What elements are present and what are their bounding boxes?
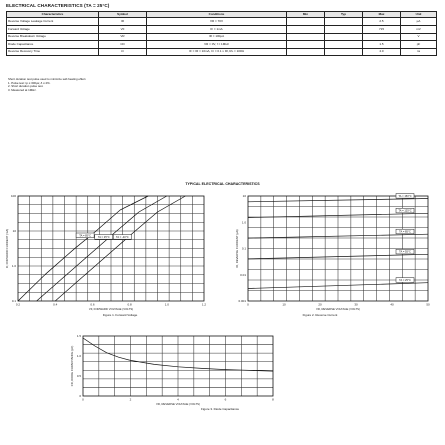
series-label-text: TA = 150°C [398,194,412,198]
note-line: Short duration test pulse used to minimize self-heating effect. [8,77,87,81]
table-cell: µA [401,18,437,26]
x-tick-label: 0.4 [53,302,58,307]
table-cell: pF [401,41,437,49]
y-tick-label: 1.5 [76,334,81,338]
y-tick-label: 0.1 [11,299,16,303]
x-tick-label: 10 [282,302,286,307]
table-cell: Reverse Breakdown Voltage [7,33,99,41]
table-cell: V [401,33,437,41]
column-header: Conditions [147,12,287,18]
note-line: 2. Short duration pulse test. [8,84,44,89]
table-cell: Reverse Recovery Time [7,48,99,56]
table-cell: VR [99,33,147,41]
table-cell: Reverse Voltage Leakage Current [7,18,99,26]
table-cell: IR = 100µA [147,33,287,41]
x-tick-label: 8 [272,397,274,402]
series-label-text: TA = 25°C [97,236,110,240]
series-label [396,278,414,283]
x-tick-label: 20 [318,302,322,307]
x-tick-label: 40 [390,302,394,307]
x-axis-label: VR, REVERSE VOLTAGE (VOLTS) [156,402,200,406]
section-title: ELECTRICAL CHARACTERISTICS (TA = 25°C) [6,3,110,8]
column-header: Typ [325,12,363,18]
figure-2-caption: Figure 2. Reverse Current [302,313,338,317]
table-cell: CD [99,41,147,49]
series-label [95,235,113,240]
chart-grid [83,336,273,396]
y-axis-label: IF, FORWARD CURRENT (mA) [5,228,9,269]
y-tick-label: 1.0 [11,264,16,268]
y-tick-label: 100 [10,194,16,198]
chart-2 [235,194,430,311]
x-axis-label: VR, REVERSE VOLTAGE (VOLTS) [316,307,360,311]
x-tick-label: 1.2 [201,302,207,307]
y-tick-label: 10 [12,229,16,233]
figure-1-caption: Figure 1. Forward Voltage [102,313,138,317]
column-header: Min [287,12,325,18]
table-cell: trr [99,48,147,56]
y-tick-label: 0.001 [238,299,246,303]
column-header: Max [363,12,401,18]
typical-characteristics-title: TYPICAL ELECTRICAL CHARACTERISTICS [185,182,260,186]
y-tick-label: 10 [242,194,246,198]
y-axis-label: IR, REVERSE CURRENT (µA) [235,229,239,268]
y-tick-label: 1.0 [76,354,81,358]
series-label-text: TA = 25°C [399,279,411,283]
series-label-text: TA = -40°C [116,236,129,240]
x-tick-label: 1.0 [164,302,169,307]
figure-3-caption: Figure 3. Diode Capacitance [200,407,240,411]
series-label-text: TA = 85°C [79,234,91,238]
table-cell: IF = 1mA [147,25,287,33]
y-tick-label: 0.01 [240,272,246,277]
chart-3 [70,334,274,406]
x-tick-label: 4 [177,397,179,402]
table-cell: 2.5 [363,18,401,26]
series-label [396,208,414,213]
table-cell: 715 [363,25,401,33]
series-label [396,229,414,234]
y-axis-label: CD, DIODE CAPACITANCE (pF) [70,345,74,387]
table-cell: VR = 70V [147,18,287,26]
chart-grid [18,196,204,301]
series-label [76,233,94,238]
x-tick-label: 6 [224,397,227,402]
note-line: 1. Pulse test: tp ≤ 300µs; δ ≤ 2%. [8,80,51,85]
y-tick-label: 0.5 [76,374,81,378]
column-header: Unit [401,12,437,18]
x-tick-label: 0.8 [127,302,132,307]
x-axis-label: VF, FORWARD VOLTAGE (VOLTS) [88,307,134,311]
table-cell: Forward Voltage [7,25,99,33]
x-tick-label: 0.2 [15,302,21,307]
series-label [396,194,414,199]
table-cell: VF [99,25,147,33]
x-tick-label: 30 [354,302,358,307]
x-tick-label: 0.6 [90,302,95,307]
x-tick-label: 2 [129,397,132,402]
column-header: Characteristics [7,12,99,18]
chart-1 [5,194,206,311]
series-label [396,249,414,254]
table-cell: mV [401,25,437,33]
x-tick-label: 50 [426,302,430,307]
note-line: 3. Measured at 1MHz. [8,87,37,92]
y-tick-label: 1.0 [241,220,246,225]
series-label-text: TA = 125°C [398,209,412,213]
column-header: Symbol [99,12,147,18]
table-cell: 1.5 [363,41,401,49]
table-cell: VR = 0V, f = 1MHz [147,41,287,49]
series-label-text: TA = 55°C [399,250,411,254]
series-label-text: TA = 85°C [399,230,411,234]
x-tick-label: 0 [247,302,249,307]
table-cell: 4.0 [363,48,401,56]
table-cell: IR [99,18,147,26]
table-cell: IF = IR = 10mA, Irr = 0.1 x IR, RL = 100Ω [147,48,287,56]
y-tick-label: 0 [79,394,81,398]
table-cell: Diode Capacitance [7,41,99,49]
y-tick-label: 0.1 [241,246,246,251]
series-label [113,235,131,240]
x-tick-label: 0 [82,397,84,402]
table-cell: ns [401,48,437,56]
